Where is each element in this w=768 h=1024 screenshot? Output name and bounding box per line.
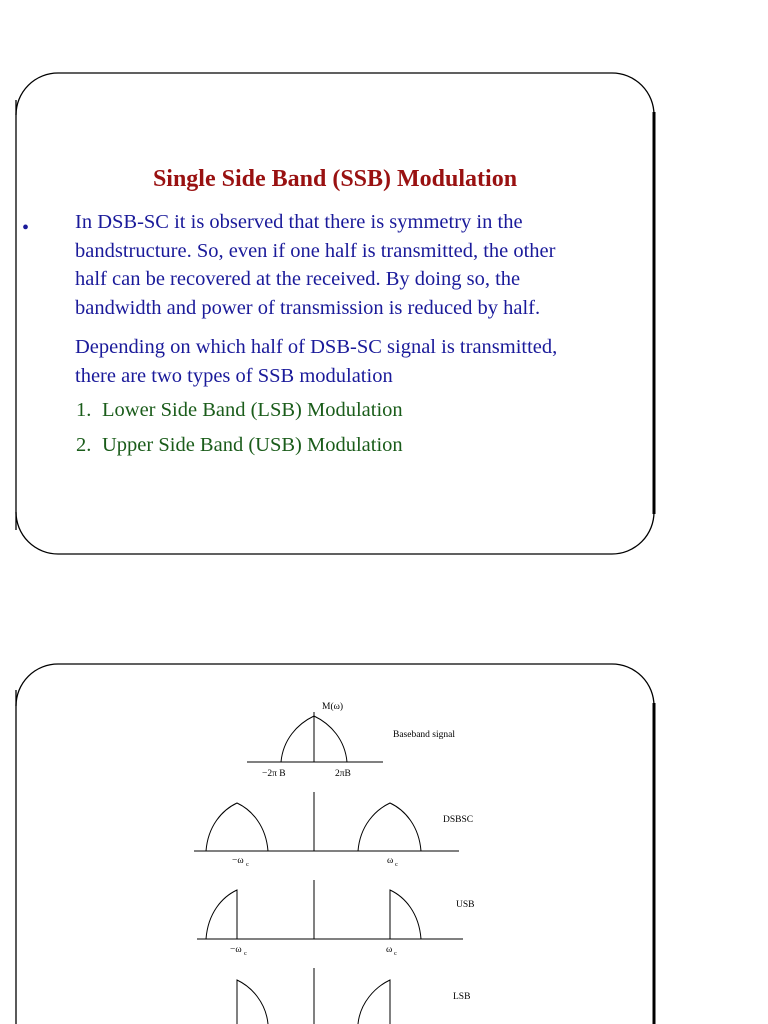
- list-text: Upper Side Band (USB) Modulation: [102, 433, 403, 456]
- lsb-left-band: [237, 980, 268, 1024]
- list-number: 2.: [76, 433, 92, 456]
- dsbsc-left-band: [206, 803, 268, 851]
- usb-left-tick: −ω: [230, 945, 242, 955]
- dsbsc-left-subscript: c: [246, 861, 249, 868]
- usb-left-band: [206, 890, 237, 939]
- lsb-right-band: [358, 980, 390, 1024]
- dsbsc-right-band: [358, 803, 421, 851]
- baseband-plot: [247, 712, 383, 762]
- usb-left-subscript: c: [244, 950, 247, 957]
- lsb-plot: [237, 968, 390, 1024]
- para-line: there are two types of SSB modulation: [75, 364, 393, 387]
- slide-title: Single Side Band (SSB) Modulation: [152, 166, 518, 192]
- dsbsc-plot: [194, 792, 459, 851]
- para-line: Depending on which half of DSB-SC signal is transmitted,: [75, 336, 558, 358]
- baseband-axis-label: M(ω): [322, 702, 344, 712]
- bullet-line: In DSB-SC it is observed that there is symmetry in the: [75, 211, 523, 233]
- dsbsc-label: DSBSC: [443, 815, 474, 825]
- baseband-right-tick: 2πB: [335, 769, 351, 779]
- usb-right-subscript: c: [394, 950, 397, 957]
- list-text: Lower Side Band (LSB) Modulation: [102, 399, 403, 421]
- usb-right-tick: ω: [386, 945, 393, 955]
- baseband-label: Baseband signal: [393, 730, 456, 740]
- dsbsc-right-subscript: c: [395, 861, 398, 868]
- dsbsc-right-tick: ω: [387, 856, 394, 866]
- bullet-line: half can be recovered at the received. By doing so, the: [75, 268, 521, 291]
- usb-right-band: [390, 890, 421, 939]
- lsb-label: LSB: [453, 992, 471, 1002]
- bullet-line: bandwidth and power of transmission is reduced by half.: [75, 297, 541, 320]
- dsbsc-left-tick: −ω: [232, 856, 244, 866]
- list-number: 1.: [76, 399, 92, 421]
- usb-label: USB: [456, 900, 475, 910]
- baseband-left-tick: −2π B: [262, 769, 286, 779]
- bullet-line: bandstructure. So, even if one half is transmitted, the other: [75, 239, 556, 262]
- usb-plot: [197, 880, 463, 939]
- bullet-marker: •: [22, 217, 30, 239]
